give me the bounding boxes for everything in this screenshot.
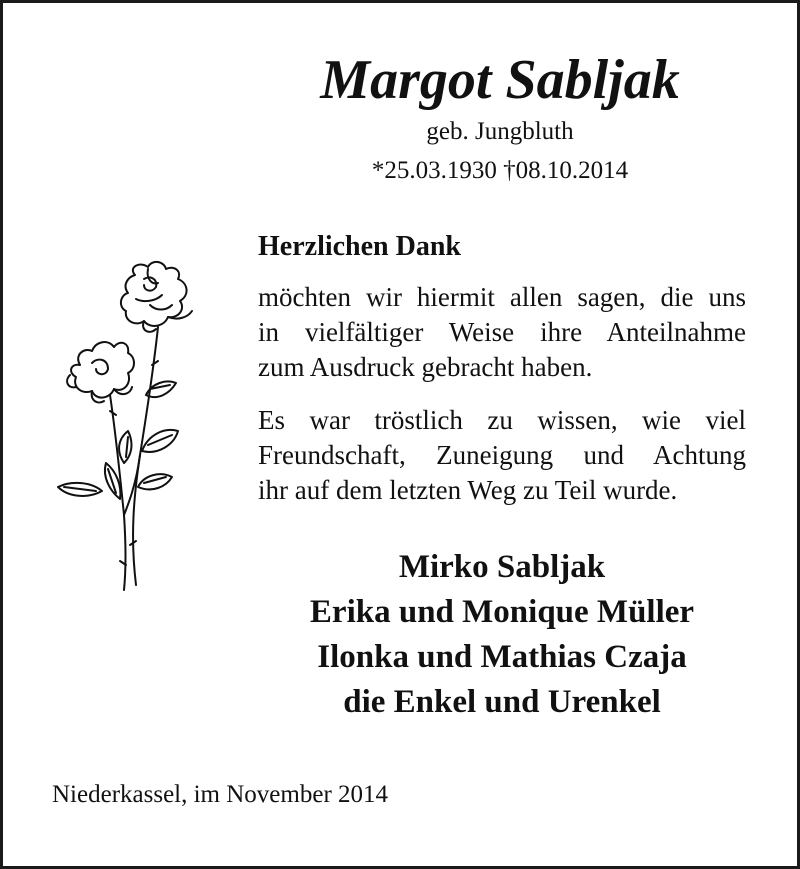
- mourner-name: Erika und Monique Müller: [309, 594, 695, 630]
- text-line: Es war tröstlich zu wissen, wie viel: [258, 405, 746, 435]
- mourner-name: die Enkel und Urenkel: [343, 684, 661, 720]
- rose-icon: [40, 255, 210, 600]
- text-line: ihr auf dem letzten Weg zu Teil wurde.: [258, 475, 678, 505]
- text-line: zum Ausdruck gebracht haben.: [258, 352, 593, 382]
- deceased-name: Margot Sabljak: [320, 49, 680, 111]
- text-line: möchten wir hiermit allen sagen, die uns: [258, 282, 746, 312]
- text-line: Freundschaft, Zuneigung und Achtung: [258, 440, 746, 470]
- birth-name: geb. Jungbluth: [426, 118, 574, 145]
- comfort-paragraph: [258, 403, 746, 508]
- place-and-date: Niederkassel, im November 2014: [52, 781, 389, 808]
- mourners-list: [260, 545, 744, 725]
- thanks-heading: Herzlichen Dank: [258, 231, 461, 262]
- thanks-paragraph: [258, 280, 746, 385]
- mourner-name: Ilonka und Mathias Czaja: [317, 639, 687, 675]
- mourner-name: Mirko Sabljak: [398, 549, 606, 585]
- text-line: in vielfältiger Weise ihre Anteilnahme: [258, 317, 746, 347]
- life-dates: *25.03.1930 †08.10.2014: [371, 157, 629, 184]
